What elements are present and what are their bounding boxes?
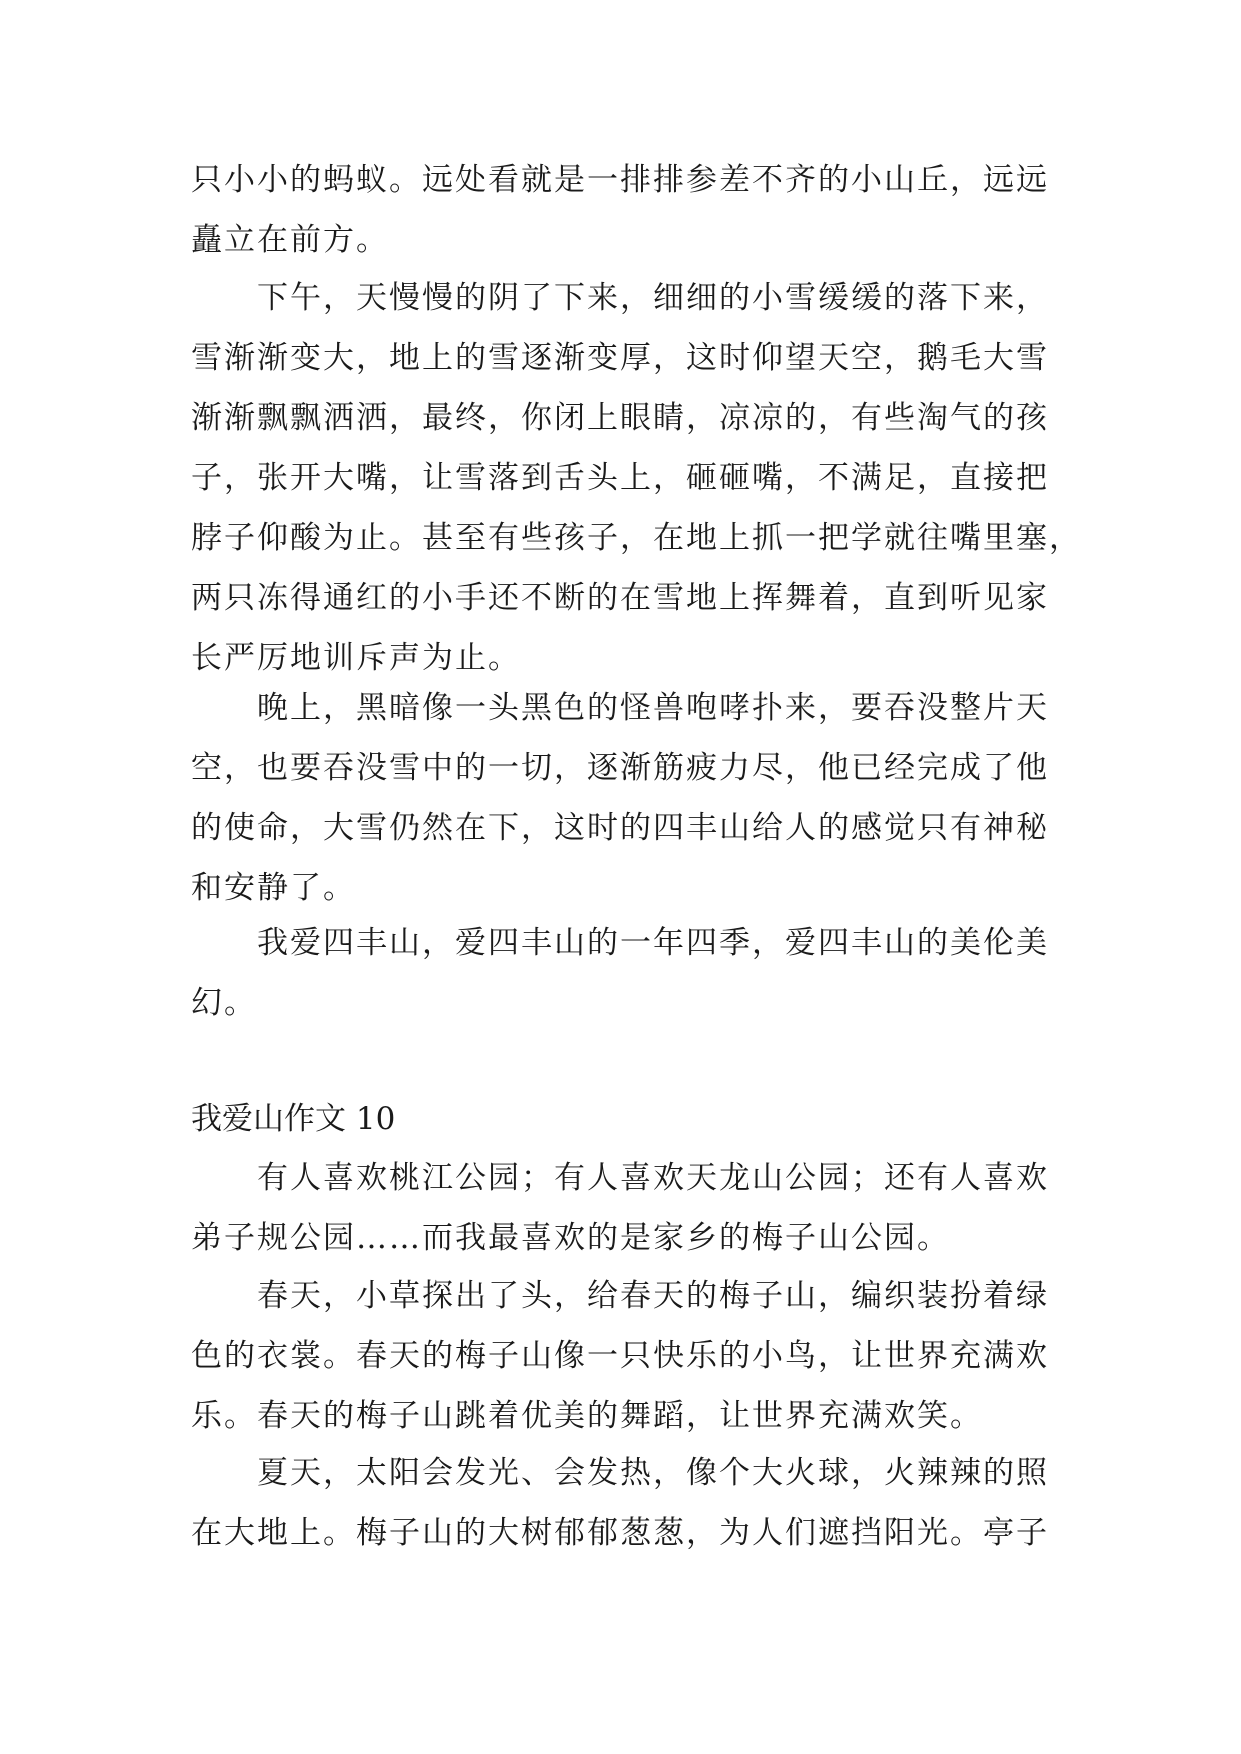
text-line: 有人喜欢桃江公园；有人喜欢天龙山公园；还有人喜欢: [257, 1160, 1049, 1196]
text-line: 矗立在前方。: [191, 222, 389, 258]
text-line: 雪渐渐变大，地上的雪逐渐变厚，这时仰望天空，鹅毛大雪: [191, 340, 1049, 376]
text-line: 空，也要吞没雪中的一切，逐渐筋疲力尽，他已经完成了他: [191, 750, 1049, 786]
paragraph: [191, 678, 1051, 918]
text-line: 两只冻得通红的小手还不断的在雪地上挥舞着，直到听见家: [191, 580, 1049, 616]
text-line: 幻。: [191, 985, 257, 1021]
text-line: 夏天，太阳会发光、会发热，像个大火球，火辣辣的照: [257, 1455, 1049, 1491]
text-line: 乐。春天的梅子山跳着优美的舞蹈，让世界充满欢笑。: [191, 1398, 983, 1434]
text-line: 脖子仰酸为止。甚至有些孩子，在地上抓一把学就往嘴里塞，: [191, 520, 1082, 556]
text-line: 色的衣裳。春天的梅子山像一只快乐的小鸟，让世界充满欢: [191, 1338, 1049, 1374]
text-line: 晚上，黑暗像一头黑色的怪兽咆哮扑来，要吞没整片天: [257, 690, 1049, 726]
text-line: 子，张开大嘴，让雪落到舌头上，砸砸嘴，不满足，直接把: [191, 460, 1049, 496]
paragraph: [191, 1148, 1051, 1268]
text-line: 下午，天慢慢的阴了下来，细细的小雪缓缓的落下来，: [257, 280, 1049, 316]
paragraph: [191, 268, 1082, 688]
text-line: 的使命，大雪仍然在下，这时的四丰山给人的感觉只有神秘: [191, 810, 1049, 846]
text-line: 只小小的蚂蚁。远处看就是一排排参差不齐的小山丘，远远: [191, 162, 1049, 198]
text-line: 和安静了。: [191, 870, 356, 906]
text-line: 春天，小草探出了头，给春天的梅子山，编织装扮着绿: [257, 1278, 1049, 1314]
text-line: 弟子规公园……而我最喜欢的是家乡的梅子山公园。: [191, 1220, 950, 1256]
paragraph: [191, 1443, 1051, 1563]
paragraph: [191, 1266, 1051, 1446]
heading-text: 我爱山作文 10: [191, 1101, 396, 1137]
text-line: 渐渐飘飘洒洒，最终，你闭上眼睛，凉凉的，有些淘气的孩: [191, 400, 1049, 436]
paragraph: [191, 913, 1051, 1033]
text-line: 长严厉地训斥声为止。: [191, 640, 521, 676]
section-heading: [191, 1089, 1051, 1149]
text-line: 在大地上。梅子山的大树郁郁葱葱，为人们遮挡阳光。亭子: [191, 1515, 1049, 1551]
text-line: 我爱四丰山，爱四丰山的一年四季，爱四丰山的美伦美: [257, 925, 1049, 961]
paragraph: [191, 150, 1051, 270]
